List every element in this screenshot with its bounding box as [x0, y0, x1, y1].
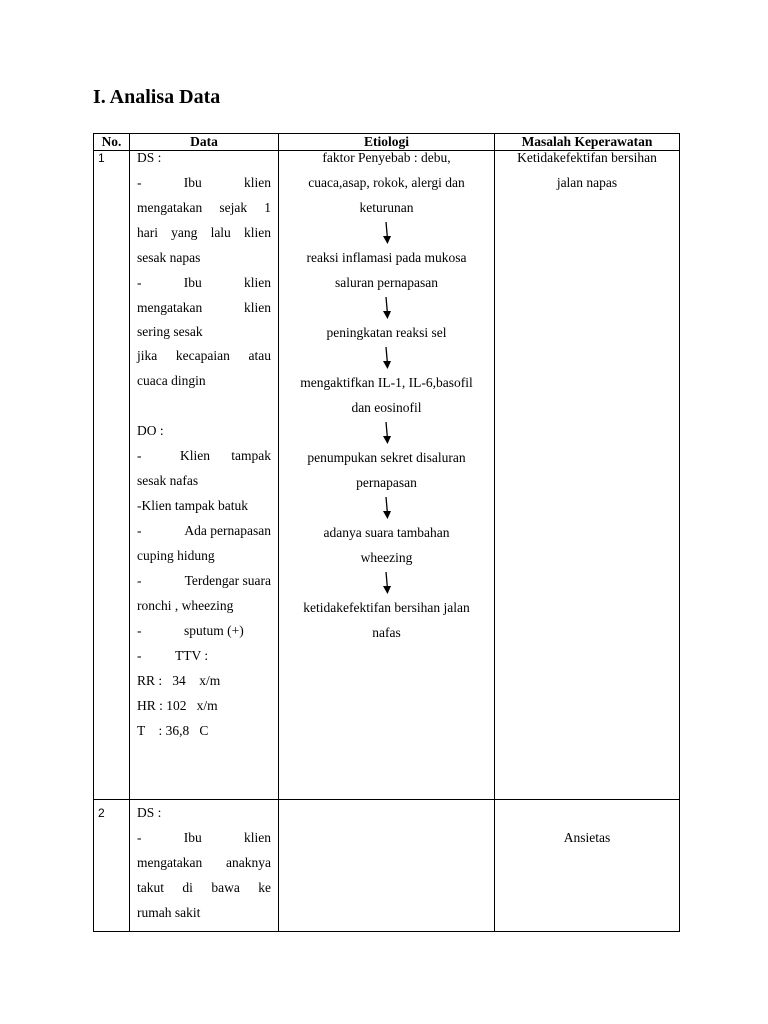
etiologi-line: saluran pernapasan [334, 275, 439, 290]
word: atau [248, 348, 271, 363]
word: Terdengar suara [184, 573, 271, 588]
row-number-cell [94, 800, 130, 932]
do-line [137, 443, 271, 468]
do-line: ronchi , wheezing [137, 598, 234, 613]
ds-line [137, 343, 271, 368]
ds-line [137, 875, 271, 900]
etiologi-cell [279, 151, 495, 800]
ds-line [137, 270, 271, 295]
hr-line: HR : 102 x/m [137, 698, 218, 713]
word: ke [258, 880, 271, 895]
word: di [182, 880, 193, 895]
word: Ada pernapasan [184, 523, 271, 538]
masalah-line: Ansietas [563, 830, 611, 845]
word: yang [171, 225, 198, 240]
etiologi-line: faktor Penyebab : debu, [322, 150, 451, 165]
etiologi-line: cuaca,asap, rokok, alergi dan [308, 175, 465, 190]
masalah-line: jalan napas [556, 175, 618, 190]
masalah-cell [495, 800, 680, 932]
etiologi-line: wheezing [360, 550, 413, 565]
etiologi-line: ketidakefektifan bersihan jalan [303, 600, 470, 615]
word: lalu [210, 225, 231, 240]
do-line [137, 618, 271, 643]
word: klien [244, 300, 271, 315]
arrow-down-icon [279, 570, 494, 595]
t-line: T : 36,8 C [137, 723, 209, 738]
do-line [137, 518, 271, 543]
dash: - [137, 573, 142, 588]
row-number-cell [94, 151, 130, 800]
etiologi-line: keturunan [359, 200, 414, 215]
etiologi-line: peningkatan reaksi sel [326, 325, 447, 340]
dash: - [137, 648, 142, 663]
word: klien [244, 830, 271, 845]
arrow-down-icon [279, 495, 494, 520]
arrow-down-icon [279, 420, 494, 445]
analisa-data-table [93, 133, 680, 932]
word: takut [137, 880, 164, 895]
do-line: cuping hidung [137, 548, 215, 563]
page-title: I. Analisa Data [93, 86, 221, 108]
etiologi-line: penumpukan sekret disaluran [307, 450, 466, 465]
word: Klien [180, 448, 210, 463]
word: Ibu [183, 175, 202, 190]
word: kecapaian [175, 348, 230, 363]
word: klien [244, 275, 271, 290]
arrow-down-icon [279, 220, 494, 245]
word: TTV : [175, 648, 209, 663]
data-cell [130, 800, 279, 932]
masalah-cell [495, 151, 680, 800]
etiologi-line: reaksi inflamasi pada mukosa [306, 250, 467, 265]
ds-line [137, 170, 271, 195]
word: bawa [211, 880, 240, 895]
word: sejak [219, 200, 248, 215]
etiologi-line: mengaktifkan IL-1, IL-6,basofil [300, 375, 473, 390]
ds-line: cuaca dingin [137, 373, 206, 388]
ds-line: sesak napas [137, 250, 201, 265]
ds-line [137, 825, 271, 850]
dash: - [137, 275, 142, 290]
word: mengatakan [137, 855, 203, 870]
masalah-line: Ketidakefektifan bersihan [517, 150, 657, 165]
do-line [137, 643, 271, 668]
do-line: -Klien tampak batuk [137, 498, 248, 513]
ds-label: DS : [137, 150, 162, 165]
etiologi-line: nafas [372, 625, 401, 640]
word: Ibu [183, 275, 202, 290]
rr-line: RR : 34 x/m [137, 673, 221, 688]
etiologi-line: adanya suara tambahan [323, 525, 450, 540]
data-cell [130, 151, 279, 800]
dash: - [137, 523, 142, 538]
word: 1 [264, 200, 271, 215]
header-no: No. [94, 134, 130, 151]
ds-line [137, 295, 271, 320]
header-etiologi: Etiologi [279, 134, 495, 151]
do-line [137, 568, 271, 593]
word: klien [244, 175, 271, 190]
word: mengatakan [137, 300, 203, 315]
ds-line: rumah sakit [137, 905, 201, 920]
word: klien [243, 225, 271, 240]
ds-label: DS : [137, 805, 162, 820]
etiologi-cell [279, 800, 495, 932]
arrow-down-icon [279, 345, 494, 370]
row-number: 1 [98, 151, 105, 165]
word: hari [137, 225, 158, 240]
header-masalah: Masalah Keperawatan [495, 134, 680, 151]
ds-line [137, 850, 271, 875]
etiologi-line: dan eosinofil [351, 400, 422, 415]
word: sputum (+) [184, 623, 244, 638]
word: tampak [231, 448, 271, 463]
dash: - [137, 623, 142, 638]
dash: - [137, 175, 142, 190]
word: mengatakan [137, 200, 203, 215]
word: anaknya [226, 855, 271, 870]
dash: - [137, 448, 142, 463]
word: Ibu [183, 830, 202, 845]
do-line: sesak nafas [137, 473, 199, 488]
dash: - [137, 830, 142, 845]
ds-line [137, 220, 271, 245]
table-row [94, 151, 680, 800]
arrow-down-icon [279, 295, 494, 320]
etiologi-line: pernapasan [356, 475, 417, 490]
ds-line [137, 195, 271, 220]
row-number: 2 [98, 806, 105, 820]
word: jika [137, 348, 158, 363]
ds-line: sering sesak [137, 324, 203, 339]
do-label: DO : [137, 423, 164, 438]
table-row [94, 800, 680, 932]
header-data: Data [130, 134, 279, 151]
